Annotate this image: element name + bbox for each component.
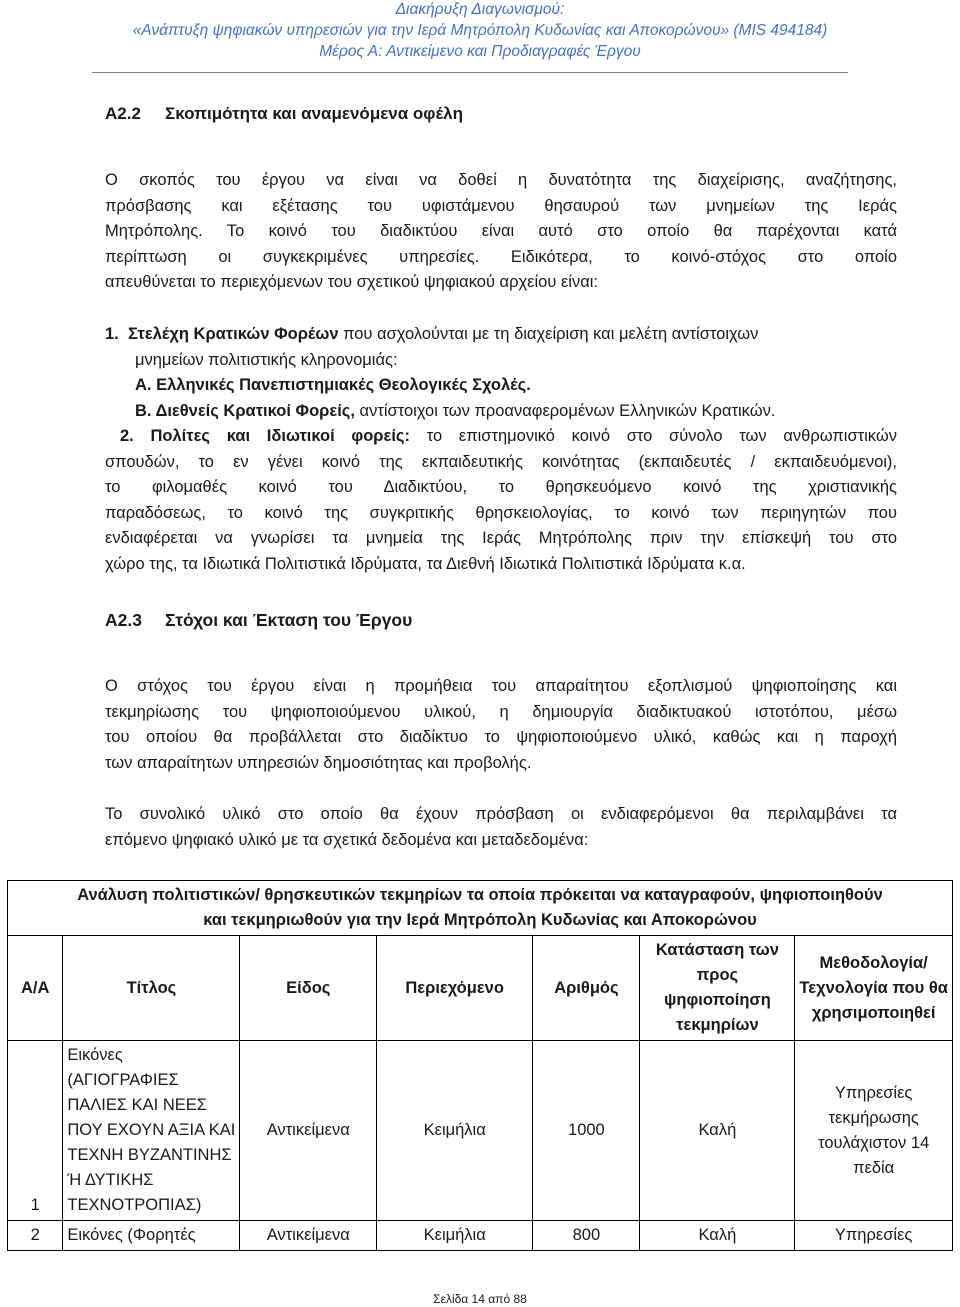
paragraph-line: Το συνολικό υλικό στο οποίο θα έχουν πρόσβαση οι ενδιαφερόμενοι θα περιλαμβάνει τα <box>105 805 897 823</box>
list-item-1 <box>105 322 897 348</box>
paragraph-line: Ο σκοπός του έργου να είναι να δοθεί η δυνατότητα της διαχείρισης, αναζήτησης, <box>105 171 897 189</box>
page-number: Σελίδα 14 από 88 <box>433 1292 527 1306</box>
section-a22-paragraph <box>105 168 897 296</box>
cell-aa: 2 <box>8 1221 63 1251</box>
cell-title: Εικόνες (Φορητές <box>63 1221 240 1251</box>
section-a23-paragraph-1 <box>105 674 897 776</box>
table-row <box>8 1221 953 1251</box>
cell-method: Υπηρεσίες <box>795 1221 953 1251</box>
paragraph-line: πρόσβασης και εξέτασης του υφιστάμενου θησαυρού των μνημείων της Ιεράς <box>105 196 897 215</box>
cell-title: Εικόνες (ΑΓΙΟΓΡΑΦΙΕΣ ΠΑΛΙΕΣ ΚΑΙ ΝΕΕΣ ΠΟΥ ΕΧΟΥΝ ΑΞΙΑ ΚΑΙ ΤΕΧΝΗ ΒΥΖΑΝΤΙΝΗΣ Ή ΔΥΤΙΚΗΣ ΤΕΧΝΟΤΡΟΠΙΑΣ) <box>63 1041 240 1221</box>
paragraph-line: Μητρόπολης. Το κοινό του διαδικτύου είναι αυτό στο οποίο θα παρέχονται κατά <box>105 222 897 240</box>
cell-number: 800 <box>533 1221 640 1251</box>
header-line-3: Μέρος Α: Αντικείμενο και Προδιαγραφές Έργου <box>319 43 641 60</box>
table-caption-line-2: και τεκμηριωθούν για την Ιερά Μητρόπολη Κυδωνίας και Αποκορώνου <box>203 911 757 929</box>
header-aa: Α/Α <box>8 936 63 1041</box>
sub-item-a: Α. Ελληνικές Πανεπιστημιακές Θεολογικές Σχολές. <box>135 376 531 394</box>
paragraph-line: περίπτωση οι συγκεκριμένες υπηρεσίες. Ειδικότερα, το κοινό-στόχος στο οποίο <box>105 247 897 266</box>
table-caption <box>8 881 953 936</box>
header-content: Περιεχόμενο <box>377 936 533 1041</box>
header-divider <box>92 72 848 73</box>
section-title: Σκοπιμότητα και αναμενόμενα οφέλη <box>165 104 463 123</box>
section-a23-heading <box>105 610 412 631</box>
paragraph-line: χώρο της, τα Ιδιωτικά Πολιτιστικά Ιδρύματα, τα Διεθνή Ιδιωτικά Πολιτιστικά Ιδρύματα κ.α. <box>105 554 746 573</box>
cell-state: Καλή <box>640 1221 795 1251</box>
header-line-2: «Ανάπτυξη ψηφιακών υπηρεσιών για την Ιερά Μητρόπολη Κυδωνίας και Αποκορώνου» (MIS 494184) <box>132 22 828 39</box>
list-item-bold: Στελέχη Κρατικών Φορέων <box>127 325 339 343</box>
header-state: Κατάσταση των προς ψηφιοποίηση τεκμηρίων <box>640 936 795 1041</box>
header-number: Αριθμός <box>533 936 640 1041</box>
paragraph-line: Ο στόχος του έργου είναι η προμήθεια του απαραίτητου εξοπλισμού ψηφιοποίησης και <box>105 677 897 695</box>
list-item-2-text: το επιστημονικό κοινό στο σύνολο των ανθρωπιστικών <box>410 427 897 445</box>
section-number: Α2.3 <box>105 610 142 630</box>
cell-content: Κειμήλια <box>377 1041 533 1221</box>
paragraph-line: των απαραίτητων υπηρεσιών δημοσιότητας και προβολής. <box>105 753 532 772</box>
table-caption-line-1: Ανάλυση πολιτιστικών/ θρησκευτικών τεκμηρίων τα οποία πρόκειται να καταγραφούν, ψηφιοποιηθούν <box>77 886 883 904</box>
heritage-items-table <box>7 880 953 1251</box>
paragraph-line: του οποίου θα προβάλλεται στο διαδίκτυο το ψηφιοποιούμενο υλικό, καθώς και η παροχή <box>105 728 897 746</box>
target-audience-list <box>105 322 897 424</box>
list-item-2 <box>105 424 897 577</box>
header-method: Μεθοδολογία/ Τεχνολογία που θα χρησιμοποιηθεί <box>795 936 953 1041</box>
header-title: Τίτλος <box>63 936 240 1041</box>
cell-method: Υπηρεσίες τεκμήρωσης τουλάχιστον 14 πεδία <box>795 1041 953 1221</box>
paragraph-line: απευθύνεται το περιεχόμενων του σχετικού ψηφιακού αρχείου είναι: <box>105 273 599 291</box>
sub-item-b <box>105 399 897 425</box>
header-kind: Είδος <box>240 936 377 1041</box>
table-row <box>8 1041 953 1221</box>
section-a22-heading <box>105 104 463 124</box>
cell-aa: 1 <box>8 1041 63 1221</box>
list-item-text: που ασχολούνται με τη διαχείριση και μελέτη αντίστοιχων <box>338 325 759 343</box>
table-header-row <box>8 936 953 1041</box>
cell-kind: Αντικείμενα <box>240 1221 377 1251</box>
sub-item-b-bold: Β. Διεθνείς Κρατικοί Φορείς, <box>135 401 355 420</box>
section-a23-paragraph-2 <box>105 802 897 853</box>
cell-kind: Αντικείμενα <box>240 1041 377 1221</box>
list-item-1-line-2: μνημείων πολιτιστικής κληρονομιάς: <box>135 350 398 369</box>
sub-item-b-text: αντίστοιχοι των προαναφερομένων Ελληνικών Κρατικών. <box>354 401 776 420</box>
header-line-1: Διακήρυξη Διαγωνισμού: <box>395 1 565 18</box>
paragraph-line: τεκμηρίωσης του ψηφιοποιούμενου υλικού, η δημιουργία διαδικτυακού ιστοτόπου, μέσω <box>105 702 897 721</box>
paragraph-line: ενδιαφέρεται να γνωρίσει τα μνημεία της Ιεράς Μητρόπολης πριν την επίσκεψή του στο <box>105 529 897 547</box>
list-item-2-first-line <box>105 424 897 450</box>
list-item-number: 1. <box>105 325 119 343</box>
paragraph-line: το φιλομαθές κοινό του Διαδικτύου, το θρησκευόμενο κοινό της χριστιανικής <box>105 478 897 496</box>
section-number: Α2.2 <box>105 104 141 123</box>
paragraph-line: παραδόσεως, το κοινό της συγκριτικής θρησκειολογίας, το κοινό των περιηγητών που <box>105 503 897 522</box>
paragraph-line: επόμενο ψηφιακό υλικό με τα σχετικά δεδομένα και μεταδεδομένα: <box>105 830 589 849</box>
list-item-2-bold: 2. Πολίτες και Ιδιωτικοί φορείς: <box>120 427 410 445</box>
section-title: Στόχοι και Έκταση του Έργου <box>165 610 413 630</box>
table-caption-row <box>8 881 953 936</box>
cell-state: Καλή <box>640 1041 795 1221</box>
cell-number: 1000 <box>533 1041 640 1221</box>
paragraph-line: σπουδών, το εν γένει κοινό της εκπαιδευτικής κοινότητας (εκπαιδευτές / εκπαιδευόμενοι), <box>105 452 897 471</box>
cell-content: Κειμήλια <box>377 1221 533 1251</box>
